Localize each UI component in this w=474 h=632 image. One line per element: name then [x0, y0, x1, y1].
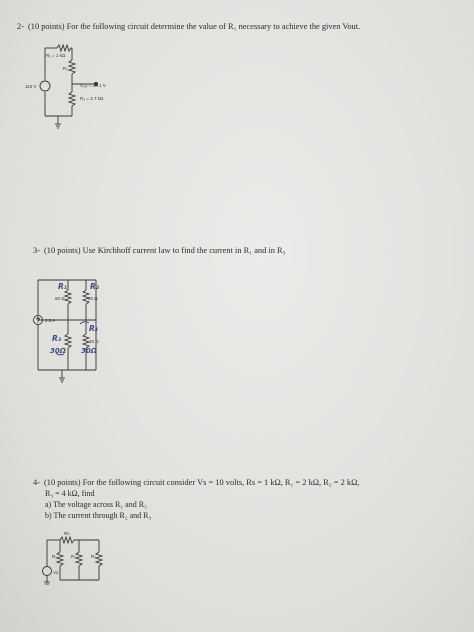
- question-4-line-1: (10 points) For the following circuit consider Vs = 10 volts, Rs = 1 kΩ, R₁ = 2 kΩ, R₂ = 2 kΩ,: [43, 478, 360, 487]
- q3-r1-value: 60 Ω: [55, 296, 65, 301]
- q3-r1-handwritten: R₁: [58, 282, 68, 291]
- q4-rs-label: Rs: [64, 531, 70, 536]
- q3-r3-value-handwritten: 30Ω: [50, 347, 66, 355]
- q3-r4-handwritten: R₄: [89, 324, 99, 333]
- question-2-text: (10 points) For the following circuit determine the value of R₁ necessary to achieve the given Vout.: [27, 22, 361, 31]
- question-2-number: 2-: [17, 22, 24, 31]
- q4-r3-label: R₃: [91, 554, 97, 559]
- q4-vs-label: Vs: [53, 570, 59, 575]
- q2-vout-label: Vₒᵤₜ = 38.1 V: [80, 83, 106, 88]
- q2-rx-label: R₂: [63, 66, 68, 71]
- q2-r1-label: R₁ = 1 kΩ: [46, 53, 66, 58]
- q3-r2-value: 30 Ω: [88, 296, 98, 301]
- question-4-number: 4-: [33, 478, 40, 487]
- q2-r3-label: R₃ = 2.7 kΩ: [80, 96, 104, 101]
- question-4-line-2: R₃ = 4 kΩ, find: [45, 489, 95, 498]
- question-3-text: (10 points) Use Kirchhoff current law to find the current in R₁ and in R₃: [43, 246, 286, 255]
- q3-r4-value: 30 Ω: [89, 339, 99, 344]
- q2-source-label: 110 V: [25, 84, 37, 89]
- q3-r3-handwritten: R₃: [52, 334, 62, 343]
- q3-source-value: 2.5 A: [45, 318, 56, 323]
- question-3-number: 3-: [33, 246, 40, 255]
- q3-r4-value-handwritten: 30Ω: [81, 347, 97, 355]
- q4-r1-label: R₁: [52, 554, 57, 559]
- question-4-part-a: a) The voltage across R₁ and R₃: [45, 500, 147, 509]
- q3-r2-handwritten: R₂: [90, 282, 100, 291]
- q4-r2-label: R₂: [71, 554, 76, 559]
- question-4-part-b: b) The current through R₂ and R₃: [45, 511, 152, 520]
